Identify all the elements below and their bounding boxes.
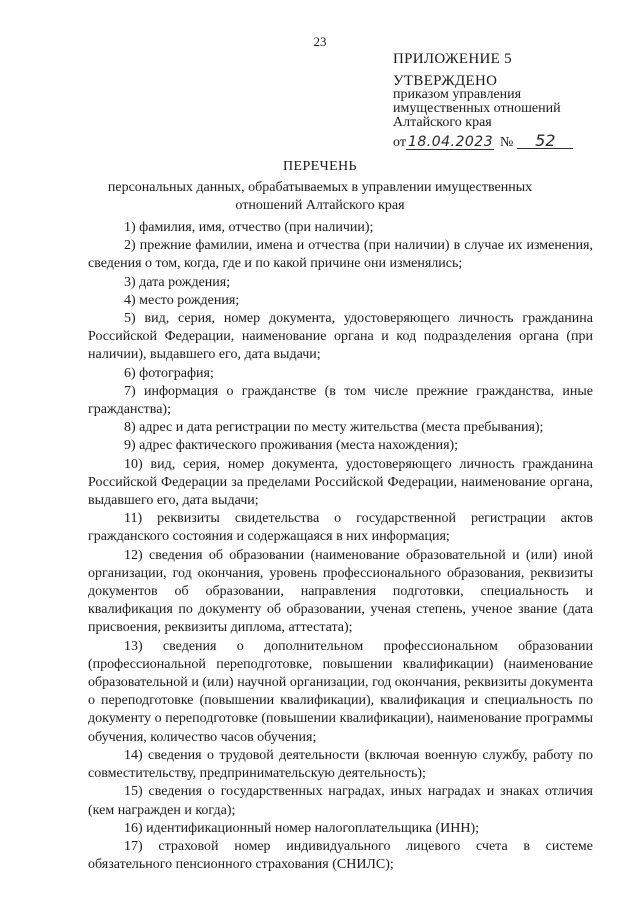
number-sign: № [499, 135, 514, 150]
list-item: 5) вид, серия, номер документа, удостоверяющего личность гражданина Российской Федерации, наименование органа и код подразделения органа (при наличии), выдавшего его, дата выдачи; [88, 311, 593, 363]
approval-line-3: Алтайского края [393, 115, 492, 130]
document-title: ПЕРЕЧЕНЬ [283, 159, 357, 174]
approval-block [393, 52, 613, 150]
from-label: от [393, 135, 406, 150]
list-item: 11) реквизиты свидетельства о государственной регистрации актов гражданского состояния и содержащаяся в них информация; [88, 511, 593, 545]
list-item: 7) информация о гражданстве (в том числе прежние гражданства, иные гражданства); [88, 383, 593, 418]
list-item: 10) вид, серия, номер документа, удостоверяющего личность гражданина Российской Федерации за пределами Российской Федерации, наименование органа, выдавшего его, дата выдачи; [88, 456, 593, 509]
document-subtitle-line-1: персональных данных, обрабатываемых в управлении имущественных [107, 180, 533, 195]
approval-line-1: приказом управления [393, 87, 522, 102]
document-subtitle-line-2: отношений Алтайского края [235, 198, 405, 213]
list-item: 14) сведения о трудовой деятельности (включая военную службу, работу по совместительству, предпринимательскую деятельность); [88, 747, 593, 782]
list-item: 4) место рождения; [124, 292, 240, 308]
list-item: 3) дата рождения; [124, 274, 231, 290]
list-item: 8) адрес и дата регистрации по месту жительства (места пребывания); [124, 420, 544, 436]
handwritten-date: 18.04.2023 [407, 134, 494, 150]
order-date-number-row [393, 131, 613, 150]
handwritten-number: 52 [517, 134, 573, 149]
list-item: 6) фотография; [124, 365, 214, 381]
approved-label: УТВЕРЖДЕНО [393, 73, 498, 89]
list-item: 2) прежние фамилии, имена и отчества (при наличии) в случае их изменения, сведения о том, когда, где и по какой причине они изменялись; [88, 238, 593, 272]
list-item: 16) идентификационный номер налогоплательщика (ИНН); [124, 820, 479, 836]
list-item: 12) сведения об образовании (наименование образовательной и (или) иной организации, год окончания, уровень профессионального образования, реквизиты документов об образовании, направления подготовки, специальность и квалификация по документу об образовании, ученая степень, ученое звание (дата присвоения, реквизиты диплома, аттестата); [88, 547, 593, 636]
list-item: 17) страховой номер индивидуального лицевого счета в системе обязательного пенсионного страхования (СНИЛС); [88, 838, 593, 873]
approval-line-2: имущественных отношений [393, 101, 561, 116]
list-item: 9) адрес фактического проживания (места нахождения); [124, 438, 459, 454]
document-heading [60, 158, 580, 215]
list-item: 15) сведения о государственных наградах, иных наградах и знаках отличия (кем награжден и когда); [88, 784, 593, 818]
list-item: 1) фамилия, имя, отчество (при наличии); [124, 220, 374, 235]
page-number: 23 [313, 34, 327, 49]
personal-data-list [88, 219, 593, 874]
appendix-label: ПРИЛОЖЕНИЕ 5 [393, 51, 512, 67]
list-item: 13) сведения о дополнительном профессиональном образовании (профессиональной переподготовке, повышении квалификации) (наименование образовательной и (или) научной организации, год окончания, реквизиты документа о переподготовке (повышении квалификации), квалификация и специальность по документу о переподготовке (повышении квалификации), наименование программы обучения, количество часов обучения; [88, 638, 593, 745]
